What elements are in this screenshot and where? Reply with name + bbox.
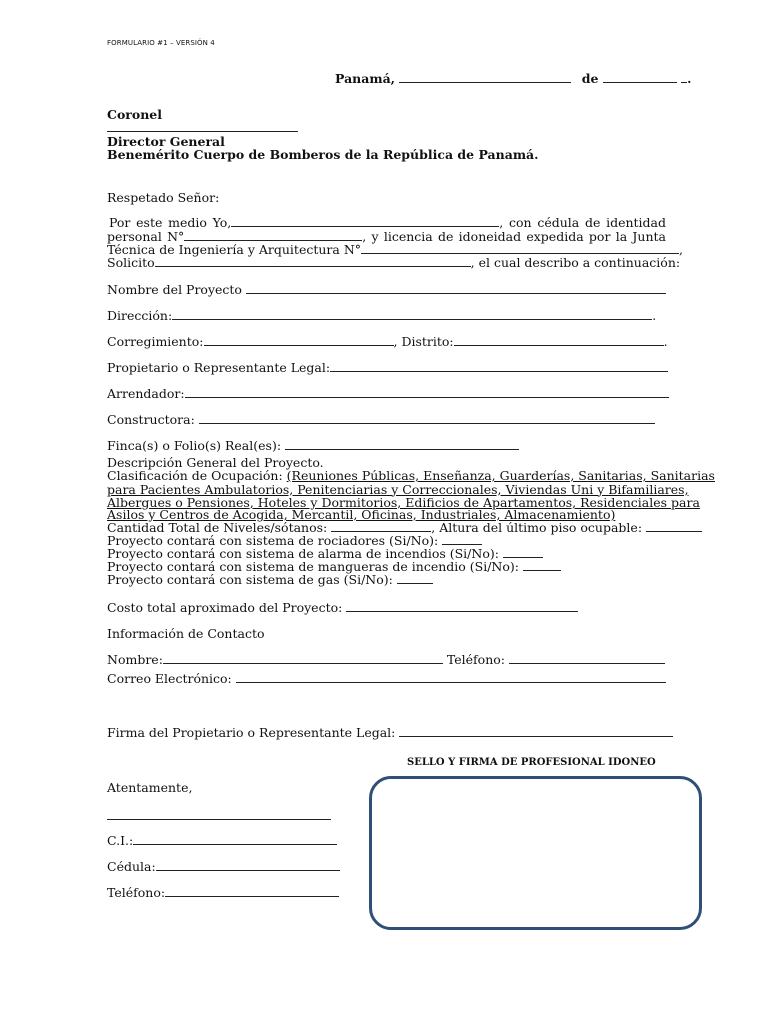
date-month-field[interactable]	[603, 72, 677, 83]
corregimiento-label: Corregimiento:	[107, 334, 204, 349]
date-de: de	[581, 71, 599, 86]
date-line	[335, 72, 692, 86]
project-name-field[interactable]	[246, 283, 666, 294]
levels-label: Cantidad Total de Niveles/sótanos:	[107, 520, 328, 535]
date-day-field[interactable]	[399, 72, 571, 83]
license-number-field[interactable]	[361, 243, 679, 254]
intro-l4-b: , el cual describo a continuación:	[470, 255, 681, 270]
addressee-org: Benemérito Cuerpo de Bomberos de la República de Panamá.	[107, 147, 539, 162]
owner-signature-row	[107, 726, 673, 740]
closing-ci-row	[107, 834, 337, 848]
project-name-label: Nombre del Proyecto	[107, 282, 242, 297]
closing-cedula-field[interactable]	[156, 860, 340, 871]
builder-row	[107, 413, 655, 427]
closing-signature-line[interactable]	[107, 819, 331, 820]
gas-row	[107, 573, 433, 587]
owner-signature-label: Firma del Propietario o Representante Legal:	[107, 725, 396, 740]
owner-field[interactable]	[330, 361, 668, 372]
builder-label: Constructora:	[107, 412, 195, 427]
lessor-field[interactable]	[185, 387, 669, 398]
gas-field[interactable]	[397, 573, 433, 584]
project-name-row	[107, 283, 666, 297]
contact-phone-field[interactable]	[509, 653, 665, 664]
name-field[interactable]	[231, 216, 499, 227]
contact-email-field[interactable]	[236, 672, 666, 683]
intro-l4-a: Solicito	[107, 255, 155, 270]
form-code: FORMULARIO #1 – VERSIÓN 4	[107, 39, 215, 47]
closing-regards: Atentamente,	[107, 780, 193, 795]
contact-name-row	[107, 653, 665, 667]
occupancy-text-2: para Pacientes Ambulatorios, Penitenciarias y Correccionales, Viviendas Uni y Bifamiliares,	[107, 481, 689, 497]
sprinklers-label: Proyecto contará con sistema de rociadores (Si/No):	[107, 533, 439, 548]
cost-field[interactable]	[346, 601, 578, 612]
occupancy-label: Clasificación de Ocupación:	[107, 468, 283, 483]
occupancy-text-1: (Reuniones Públicas, Enseñanza, Guarderías, Sanitarias, Sanitarias	[286, 468, 715, 483]
closing-telefono-field[interactable]	[165, 886, 339, 897]
occupancy-text-3: Albergues o Pensiones, Hoteles y Dormitorios, Edificios de Apartamentos, Residenciales para	[107, 495, 700, 510]
address-field[interactable]	[172, 309, 652, 320]
alarm-field[interactable]	[503, 547, 543, 558]
id-number-field[interactable]	[184, 230, 362, 241]
intro-l1-b: , con cédula de identidad	[499, 215, 667, 230]
hoses-label: Proyecto contará con sistema de mangueras de incendio (Si/No):	[107, 559, 519, 574]
hoses-field[interactable]	[523, 560, 561, 571]
intro-l1-a: Por este medio Yo,	[109, 215, 232, 230]
contact-title: Información de Contacto	[107, 626, 265, 641]
district-end: .	[663, 334, 668, 349]
seal-signature-box[interactable]	[369, 776, 702, 930]
closing-ci-label: C.I.:	[107, 833, 134, 848]
contact-email-label: Correo Electrónico:	[107, 671, 232, 686]
description-title: Descripción General del Proyecto.	[107, 455, 324, 470]
cost-label: Costo total aproximado del Proyecto:	[107, 600, 343, 615]
intro-l2-b: , y licencia de idoneidad expedida por la Junta	[362, 228, 666, 244]
owner-signature-field[interactable]	[399, 726, 673, 737]
closing-cedula-label: Cédula:	[107, 859, 156, 874]
date-end: .	[687, 71, 692, 86]
addressee-rank: Coronel	[107, 107, 162, 122]
contact-name-label: Nombre:	[107, 652, 163, 667]
intro-paragraph	[107, 215, 684, 257]
contact-email-row	[107, 672, 666, 686]
occupancy-block	[107, 468, 715, 510]
contact-name-field[interactable]	[163, 653, 443, 664]
corregimiento-field[interactable]	[204, 335, 394, 346]
intro-l3-a: Técnica de Ingeniería y Arquitectura N°	[107, 242, 362, 257]
contact-phone-label: Teléfono:	[446, 652, 505, 667]
location-row	[107, 335, 668, 349]
gas-label: Proyecto contará con sistema de gas (Si/No):	[107, 572, 393, 587]
closing-cedula-row	[107, 860, 340, 874]
alarm-label: Proyecto contará con sistema de alarma de incendios (Si/No):	[107, 546, 499, 561]
height-field[interactable]	[646, 521, 702, 532]
owner-row	[107, 361, 668, 375]
owner-label: Propietario o Representante Legal:	[107, 360, 331, 375]
builder-field[interactable]	[199, 413, 655, 424]
date-city: Panamá,	[335, 71, 396, 86]
levels-field[interactable]	[331, 521, 431, 532]
addressee-name-line[interactable]	[107, 131, 298, 132]
height-label: , Altura del último piso ocupable:	[431, 520, 643, 535]
seal-title: SELLO Y FIRMA DE PROFESIONAL IDONEO	[407, 757, 656, 768]
intro-l2-a: personal N°	[107, 228, 185, 244]
finca-row	[107, 439, 519, 453]
lessor-row	[107, 387, 669, 401]
intro-line-2	[107, 230, 666, 244]
address-label: Dirección:	[107, 308, 173, 323]
address-end: .	[652, 308, 657, 323]
district-field[interactable]	[454, 335, 664, 346]
salutation: Respetado Señor:	[107, 190, 220, 205]
lessor-label: Arrendador:	[107, 386, 185, 401]
cost-row	[107, 601, 578, 615]
closing-ci-field[interactable]	[133, 834, 337, 845]
addressee-title: Director General	[107, 134, 225, 149]
closing-telefono-label: Teléfono:	[107, 885, 166, 900]
intro-l3-b: ,	[679, 242, 684, 257]
sprinklers-field[interactable]	[442, 534, 482, 545]
request-field[interactable]	[155, 256, 471, 267]
finca-label: Finca(s) o Folio(s) Real(es):	[107, 438, 282, 453]
occupancy-line-1	[107, 468, 715, 483]
intro-line-1	[107, 216, 666, 230]
address-row	[107, 309, 656, 323]
district-label: , Distrito:	[393, 334, 454, 349]
finca-field[interactable]	[285, 439, 519, 450]
occupancy-text-4: Asilos y Centros de Acogida, Mercantil, Oficinas, Industriales, Almacenamiento)	[107, 507, 616, 522]
intro-line-4	[107, 256, 680, 270]
closing-telefono-row	[107, 886, 339, 900]
